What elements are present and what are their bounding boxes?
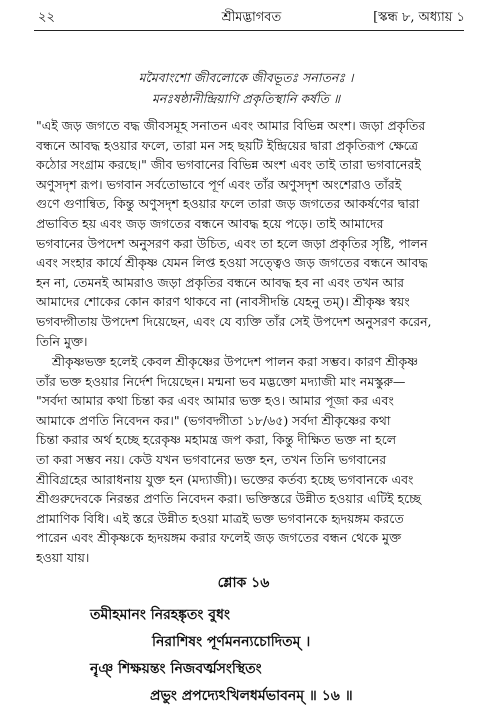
- paragraph-line: পারেন এবং শ্রীকৃষ্ণকে হৃদয়ঙ্গম করার ফলেই জড় জগতের বন্ধন থেকে মুক্ত: [36, 530, 402, 546]
- book-title: শ্রীমদ্ভাগবত: [221, 10, 282, 25]
- sloka-line-1: তমীহমানং নিরহঙ্কৃতং বুধং: [90, 607, 230, 623]
- page-number: ২২: [38, 10, 55, 25]
- sloka-heading: শ্লোক ১৬: [217, 575, 270, 591]
- paragraph-line: হওয়া যায়।: [36, 549, 90, 565]
- verse-quote-line-2: মনঃষষ্ঠানীন্দ্রিয়াণি প্রকৃতিস্থানি কর্ষতি ॥: [151, 91, 341, 106]
- paragraph-line: এবং সংহার কার্যে শ্রীকৃষ্ণ যেমন লিপ্ত হওয়া সত্ত্বেও জড় জগতের বন্ধনে আবদ্ধ: [36, 255, 428, 271]
- paragraph-line: "এই জড় জগতে বদ্ধ জীবসমূহ সনাতন এবং আমার বিভিন্ন অংশ। জড়া প্রকৃতির: [36, 118, 426, 133]
- chapter-reference: [স্কন্ধ ৮, অধ্যায় ১: [373, 10, 465, 25]
- paragraph-line: শ্রীগুরুদেবকে নিরন্তর প্রণতি নিবেদন করা। ভক্তিস্তরে উন্নীত হওয়ার এটিই হচ্ছে: [36, 491, 421, 507]
- paragraph-line: আমাকে প্রণতি নিবেদন কর।" (ভগবদ্গীতা ১৮/৬৫) সর্বদা শ্রীকৃষ্ণের কথা: [36, 412, 391, 428]
- paragraph-line: তা করা সম্ভব নয়। কেউ যখন ভগবানের ভক্ত হন, তখন তিনি ভগবানের: [36, 451, 387, 467]
- paragraph-line: তিনি মুক্ত।: [36, 333, 88, 349]
- paragraph-line: কঠোর সংগ্রাম করছে।" জীব ভগবানের বিভিন্ন অংশ এবং তাই তারা ভগবানেরই: [36, 157, 421, 173]
- page-header: [38, 8, 465, 30]
- paragraph-line: চিন্তা করার অর্থ হচ্ছে হরেকৃষ্ণ মহামন্ত্র জপ করা, কিন্তু দীক্ষিত ভক্ত না হলে: [36, 432, 397, 448]
- paragraph-line: বন্ধনে আবদ্ধ হওয়ার ফলে, তারা মন সহ ছয়টি ইন্দ্রিয়ের দ্বারা প্রকৃতিরূপ ক্ষেত্রে: [36, 137, 418, 153]
- paragraph-line: ভগবদ্গীতায় উপদেশ দিয়েছেন, এবং যে ব্যক্তি তাঁর সেই উপদেশ অনুসরণ করেন,: [36, 313, 432, 329]
- sloka-line-2: নিরাশিষং পূর্ণমনন্যচোদিতম্ ।: [152, 634, 311, 650]
- header-divider: [34, 30, 464, 31]
- paragraph-line: তাঁর ভক্ত হওয়ার নির্দেশ দিয়েছেন। মন্মনা ভব মদ্ভক্তো মদ্যাজী মাং নমস্কুরু—: [36, 373, 406, 389]
- paragraph-line: শ্রীবিগ্রহের আরাধনায় যুক্ত হন (মদ্যাজী)। ভক্তের কর্তব্য হচ্ছে ভগবানকে এবং: [36, 471, 414, 487]
- paragraph-line: অণুসদৃশ রূপ। ভগবান সর্বতোভাবে পূর্ণ এবং তাঁর অণুসদৃশ অংশেরাও তাঁরই: [36, 176, 402, 192]
- paragraph-line: প্রভাবিত হয় এবং জড় জগতের বন্ধনে আবদ্ধ হয়ে পড়ে। তাই আমাদের: [36, 215, 384, 231]
- paragraph-line: আমাদের শোকের কোন কারণ থাকবে না (নাবসীদন্তি যেহনু তম্)। শ্রীকৃষ্ণ স্বয়ং: [36, 294, 410, 310]
- paragraph-line: গুণে গুণান্বিত, কিন্তু অণুসদৃশ হওয়ার ফলে তারা জড় জগতের আকর্ষণের দ্বারা: [36, 196, 420, 212]
- paragraph-line: প্রামাণিক বিধি। এই স্তরে উন্নীত হওয়া মাত্রই ভক্ত ভগবানকে হৃদয়ঙ্গম করতে: [36, 510, 404, 526]
- purport-paragraph-1: [36, 116, 462, 351]
- sloka-line-4: প্রভুং প্রপদ্যেঽখিলধর্মভাবনম্ ॥ ১৬ ॥: [150, 688, 353, 704]
- purport-paragraph-2: [36, 352, 462, 568]
- verse-quote-line-1: মমৈবাংশো জীবলোকে জীবভূতঃ সনাতনঃ ।: [138, 70, 354, 85]
- paragraph-line: ভগবানের উপদেশ অনুসরণ করা উচিত, এবং তা হলে জড়া প্রকৃতির সৃষ্টি, পালন: [36, 235, 428, 251]
- sloka-line-3: নৄঞ্ শিক্ষয়ন্তং নিজবর্ত্মসংস্থিতং: [90, 661, 262, 677]
- paragraph-line: "সর্বদা আমার কথা চিন্তা কর এবং আমার ভক্ত হও। আমার পূজা কর এবং: [36, 393, 394, 409]
- paragraph-line: হন না, তেমনই আমরাও জড়া প্রকৃতির বন্ধনে আবদ্ধ হব না এবং তখন আর: [36, 274, 404, 290]
- paragraph-line: শ্রীকৃষ্ণভক্ত হলেই কেবল শ্রীকৃষ্ণের উপদেশ পালন করা সম্ভব। কারণ শ্রীকৃষ্ণ: [52, 354, 419, 369]
